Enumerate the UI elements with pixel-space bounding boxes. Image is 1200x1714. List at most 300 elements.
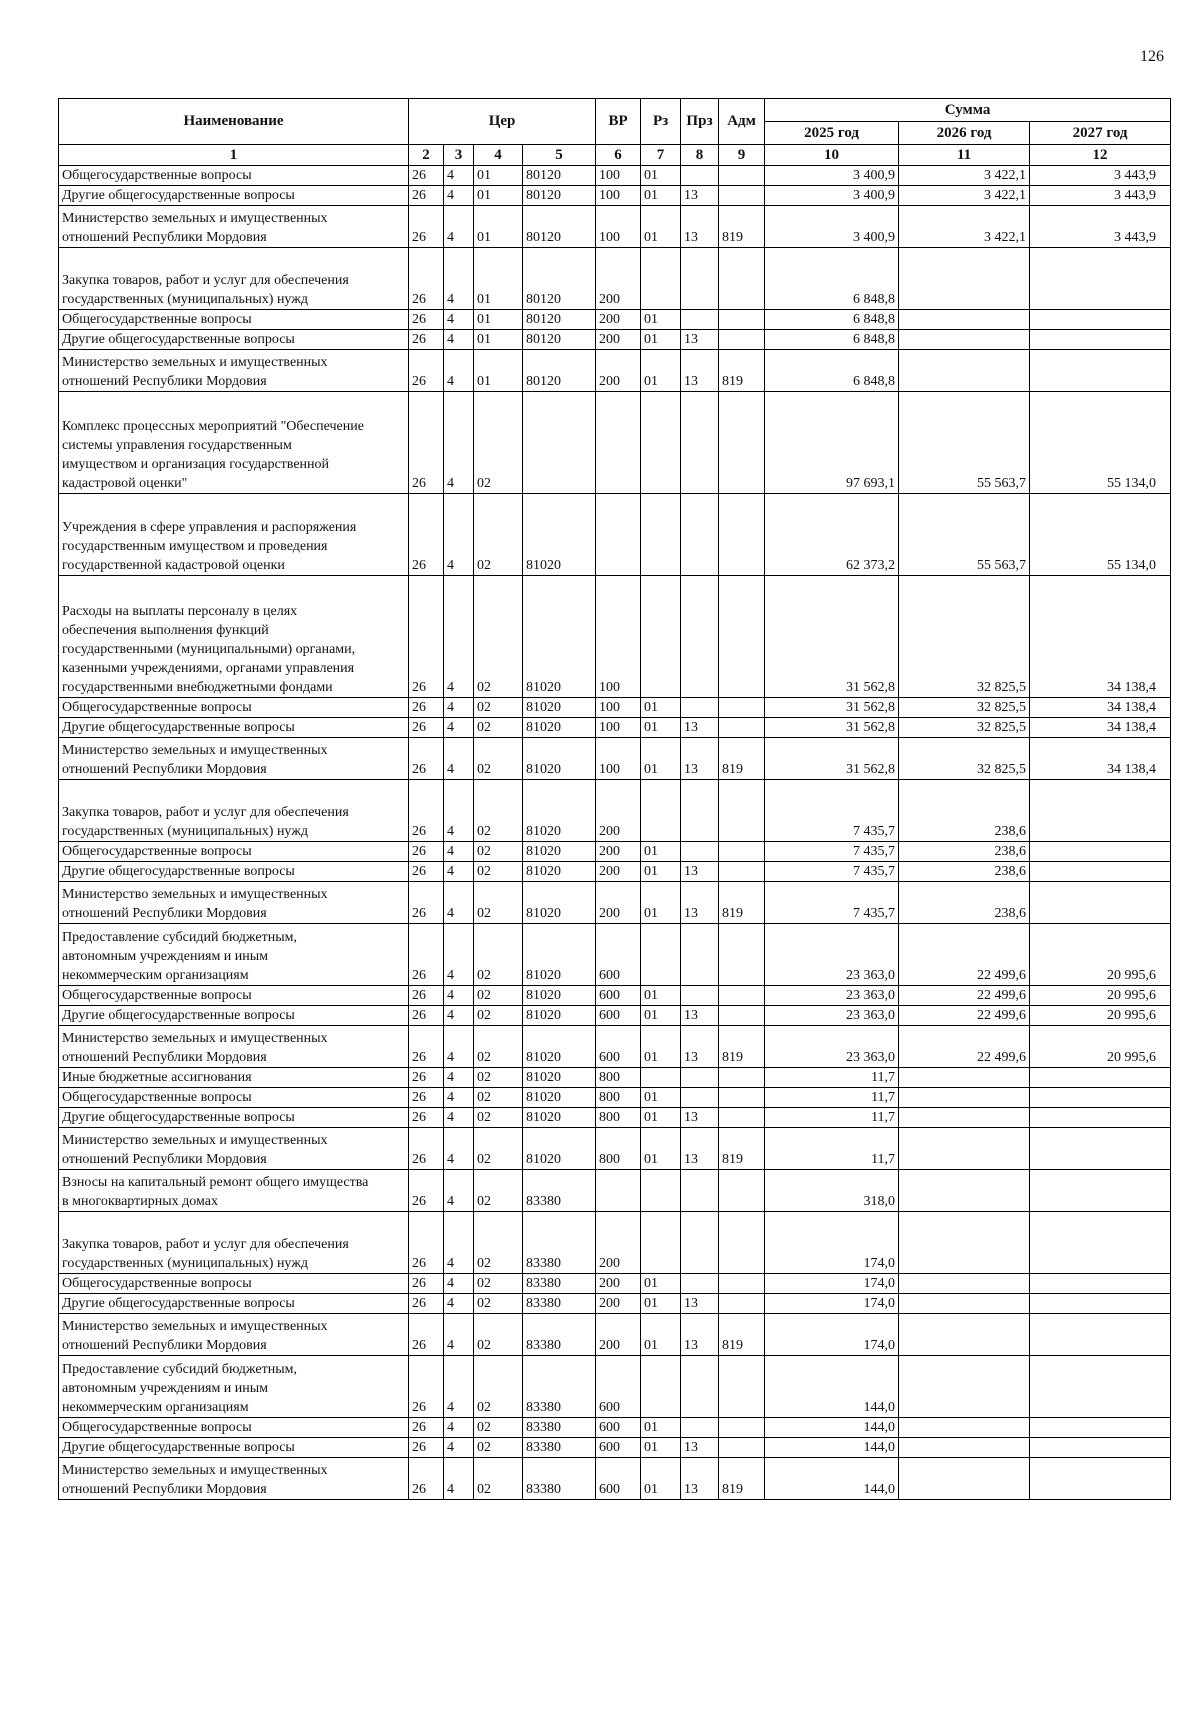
tsr-code-1: 26 <box>409 1438 444 1458</box>
header-row-1 <box>59 99 1171 122</box>
tsr-code-4: 81020 <box>523 1108 596 1128</box>
adm-code <box>719 166 765 186</box>
adm-code <box>719 1068 765 1088</box>
tsr-code-4: 81020 <box>523 1068 596 1088</box>
sum-2027: 20 995,6 <box>1030 1006 1171 1026</box>
adm-code <box>719 310 765 330</box>
column-index: 7 <box>641 145 681 166</box>
table-row <box>59 1294 1171 1314</box>
sum-2026: 3 422,1 <box>899 166 1030 186</box>
tsr-code-2: 4 <box>444 986 474 1006</box>
tsr-code-2: 4 <box>444 166 474 186</box>
sum-2025: 144,0 <box>765 1438 899 1458</box>
table-row <box>59 842 1171 862</box>
table-row <box>59 780 1171 842</box>
table-row <box>59 392 1171 494</box>
sum-2025: 144,0 <box>765 1458 899 1500</box>
table-row <box>59 1438 1171 1458</box>
tsr-code-2: 4 <box>444 1212 474 1274</box>
table-row <box>59 1356 1171 1418</box>
vr-code: 200 <box>596 310 641 330</box>
tsr-code-4: 83380 <box>523 1170 596 1212</box>
prz-code: 13 <box>681 738 719 780</box>
tsr-code-3: 02 <box>474 1108 523 1128</box>
tsr-code-2: 4 <box>444 1128 474 1170</box>
adm-code: 819 <box>719 738 765 780</box>
prz-code: 13 <box>681 330 719 350</box>
sum-2027 <box>1030 780 1171 842</box>
prz-code: 13 <box>681 1006 719 1026</box>
row-name: Общегосударственные вопросы <box>59 842 409 862</box>
sum-2025: 6 848,8 <box>765 310 899 330</box>
sum-2027 <box>1030 1314 1171 1356</box>
vr-code: 200 <box>596 1212 641 1274</box>
tsr-code-3: 01 <box>474 330 523 350</box>
sum-2026 <box>899 1068 1030 1088</box>
prz-code <box>681 780 719 842</box>
vr-code: 800 <box>596 1068 641 1088</box>
vr-code: 200 <box>596 1294 641 1314</box>
prz-code: 13 <box>681 1294 719 1314</box>
vr-code: 600 <box>596 1458 641 1500</box>
rz-code: 01 <box>641 1026 681 1068</box>
row-name: Министерство земельных и имущественных отношений Республики Мордовия <box>59 350 409 392</box>
rz-code: 01 <box>641 1108 681 1128</box>
header-sum: Сумма <box>765 99 1171 122</box>
header-prz: Прз <box>681 99 719 145</box>
vr-code: 200 <box>596 330 641 350</box>
sum-2027: 20 995,6 <box>1030 1026 1171 1068</box>
sum-2025: 11,7 <box>765 1088 899 1108</box>
rz-code: 01 <box>641 350 681 392</box>
sum-2025: 23 363,0 <box>765 924 899 986</box>
tsr-code-1: 26 <box>409 1128 444 1170</box>
tsr-code-3: 02 <box>474 1314 523 1356</box>
row-name: Министерство земельных и имущественных отношений Республики Мордовия <box>59 882 409 924</box>
rz-code: 01 <box>641 1294 681 1314</box>
tsr-code-2: 4 <box>444 698 474 718</box>
row-name: Общегосударственные вопросы <box>59 1418 409 1438</box>
sum-2026 <box>899 1212 1030 1274</box>
row-name: Взносы на капитальный ремонт общего имущества в многоквартирных домах <box>59 1170 409 1212</box>
tsr-code-4: 81020 <box>523 718 596 738</box>
vr-code: 100 <box>596 576 641 698</box>
tsr-code-4: 83380 <box>523 1458 596 1500</box>
vr-code: 100 <box>596 738 641 780</box>
table-row <box>59 1170 1171 1212</box>
sum-2027 <box>1030 1294 1171 1314</box>
vr-code: 200 <box>596 350 641 392</box>
tsr-code-1: 26 <box>409 494 444 576</box>
prz-code <box>681 1356 719 1418</box>
tsr-code-4: 81020 <box>523 576 596 698</box>
tsr-code-3: 01 <box>474 310 523 330</box>
vr-code: 600 <box>596 986 641 1006</box>
sum-2025: 11,7 <box>765 1108 899 1128</box>
vr-code <box>596 1170 641 1212</box>
adm-code <box>719 986 765 1006</box>
tsr-code-2: 4 <box>444 330 474 350</box>
tsr-code-4: 81020 <box>523 986 596 1006</box>
adm-code: 819 <box>719 1458 765 1500</box>
sum-2027 <box>1030 1418 1171 1438</box>
row-name: Министерство земельных и имущественных отношений Республики Мордовия <box>59 1026 409 1068</box>
tsr-code-3: 02 <box>474 1128 523 1170</box>
tsr-code-4 <box>523 392 596 494</box>
rz-code: 01 <box>641 330 681 350</box>
tsr-code-3: 02 <box>474 1006 523 1026</box>
prz-code <box>681 986 719 1006</box>
prz-code: 13 <box>681 718 719 738</box>
sum-2026 <box>899 1088 1030 1108</box>
table-row <box>59 924 1171 986</box>
row-name: Министерство земельных и имущественных отношений Республики Мордовия <box>59 1314 409 1356</box>
adm-code <box>719 392 765 494</box>
column-index: 2 <box>409 145 444 166</box>
tsr-code-2: 4 <box>444 1170 474 1212</box>
row-name: Общегосударственные вопросы <box>59 1088 409 1108</box>
row-name: Учреждения в сфере управления и распоряжения государственным имуществом и проведения государственной кадастровой оценки <box>59 494 409 576</box>
sum-2025: 174,0 <box>765 1314 899 1356</box>
sum-2025: 11,7 <box>765 1068 899 1088</box>
table-row <box>59 986 1171 1006</box>
row-name: Другие общегосударственные вопросы <box>59 1438 409 1458</box>
tsr-code-1: 26 <box>409 986 444 1006</box>
row-name: Министерство земельных и имущественных отношений Республики Мордовия <box>59 738 409 780</box>
rz-code: 01 <box>641 206 681 248</box>
tsr-code-2: 4 <box>444 738 474 780</box>
row-name: Министерство земельных и имущественных отношений Республики Мордовия <box>59 1128 409 1170</box>
adm-code: 819 <box>719 206 765 248</box>
tsr-code-1: 26 <box>409 1212 444 1274</box>
tsr-code-4: 83380 <box>523 1418 596 1438</box>
column-index: 8 <box>681 145 719 166</box>
sum-2026: 238,6 <box>899 842 1030 862</box>
adm-code <box>719 862 765 882</box>
table-row <box>59 166 1171 186</box>
tsr-code-1: 26 <box>409 330 444 350</box>
tsr-code-1: 26 <box>409 738 444 780</box>
sum-2026: 32 825,5 <box>899 718 1030 738</box>
table-row <box>59 186 1171 206</box>
rz-code <box>641 1212 681 1274</box>
adm-code <box>719 576 765 698</box>
sum-2027: 55 134,0 <box>1030 494 1171 576</box>
tsr-code-2: 4 <box>444 392 474 494</box>
adm-code <box>719 1274 765 1294</box>
sum-2025: 31 562,8 <box>765 698 899 718</box>
tsr-code-1: 26 <box>409 350 444 392</box>
sum-2025: 6 848,8 <box>765 248 899 310</box>
adm-code <box>719 1438 765 1458</box>
tsr-code-4: 81020 <box>523 1128 596 1170</box>
rz-code: 01 <box>641 718 681 738</box>
tsr-code-3: 02 <box>474 392 523 494</box>
vr-code: 600 <box>596 1006 641 1026</box>
tsr-code-3: 02 <box>474 1356 523 1418</box>
tsr-code-3: 01 <box>474 206 523 248</box>
column-index: 3 <box>444 145 474 166</box>
rz-code: 01 <box>641 1458 681 1500</box>
adm-code: 819 <box>719 882 765 924</box>
table-body <box>59 145 1171 1500</box>
sum-2027: 20 995,6 <box>1030 986 1171 1006</box>
tsr-code-4: 81020 <box>523 924 596 986</box>
vr-code: 600 <box>596 1026 641 1068</box>
tsr-code-3: 02 <box>474 882 523 924</box>
table-row <box>59 1128 1171 1170</box>
tsr-code-3: 02 <box>474 494 523 576</box>
row-name: Другие общегосударственные вопросы <box>59 186 409 206</box>
row-name: Другие общегосударственные вопросы <box>59 862 409 882</box>
row-name: Министерство земельных и имущественных отношений Республики Мордовия <box>59 1458 409 1500</box>
tsr-code-3: 01 <box>474 186 523 206</box>
vr-code: 200 <box>596 780 641 842</box>
sum-2027 <box>1030 1068 1171 1088</box>
vr-code: 200 <box>596 882 641 924</box>
prz-code: 13 <box>681 186 719 206</box>
table-row <box>59 738 1171 780</box>
tsr-code-2: 4 <box>444 1006 474 1026</box>
rz-code <box>641 1356 681 1418</box>
sum-2027: 34 138,4 <box>1030 738 1171 780</box>
budget-table <box>58 98 1171 1500</box>
tsr-code-3: 02 <box>474 862 523 882</box>
adm-code <box>719 1170 765 1212</box>
rz-code: 01 <box>641 1418 681 1438</box>
rz-code: 01 <box>641 862 681 882</box>
tsr-code-4: 80120 <box>523 350 596 392</box>
tsr-code-2: 4 <box>444 1088 474 1108</box>
tsr-code-1: 26 <box>409 780 444 842</box>
tsr-code-3: 02 <box>474 1418 523 1438</box>
table-row <box>59 576 1171 698</box>
row-name: Иные бюджетные ассигнования <box>59 1068 409 1088</box>
rz-code <box>641 392 681 494</box>
tsr-code-2: 4 <box>444 350 474 392</box>
sum-2027 <box>1030 862 1171 882</box>
tsr-code-1: 26 <box>409 392 444 494</box>
tsr-code-1: 26 <box>409 310 444 330</box>
sum-2027: 34 138,4 <box>1030 576 1171 698</box>
rz-code <box>641 494 681 576</box>
sum-2027 <box>1030 310 1171 330</box>
tsr-code-1: 26 <box>409 248 444 310</box>
vr-code: 800 <box>596 1128 641 1170</box>
row-name: Закупка товаров, работ и услуг для обеспечения государственных (муниципальных) нужд <box>59 248 409 310</box>
sum-2027 <box>1030 1458 1171 1500</box>
column-index: 5 <box>523 145 596 166</box>
prz-code: 13 <box>681 882 719 924</box>
table-row <box>59 698 1171 718</box>
sum-2026 <box>899 310 1030 330</box>
prz-code <box>681 166 719 186</box>
vr-code: 800 <box>596 1088 641 1108</box>
tsr-code-1: 26 <box>409 1274 444 1294</box>
tsr-code-1: 26 <box>409 882 444 924</box>
sum-2027 <box>1030 882 1171 924</box>
vr-code: 600 <box>596 1438 641 1458</box>
sum-2026: 55 563,7 <box>899 392 1030 494</box>
prz-code: 13 <box>681 1458 719 1500</box>
vr-code: 200 <box>596 1274 641 1294</box>
tsr-code-3: 02 <box>474 1026 523 1068</box>
tsr-code-2: 4 <box>444 576 474 698</box>
tsr-code-1: 26 <box>409 698 444 718</box>
adm-code: 819 <box>719 1314 765 1356</box>
adm-code <box>719 1108 765 1128</box>
prz-code: 13 <box>681 1314 719 1356</box>
table-row <box>59 882 1171 924</box>
row-name: Общегосударственные вопросы <box>59 1274 409 1294</box>
vr-code: 800 <box>596 1108 641 1128</box>
sum-2025: 7 435,7 <box>765 882 899 924</box>
tsr-code-2: 4 <box>444 1356 474 1418</box>
tsr-code-4: 81020 <box>523 698 596 718</box>
sum-2026 <box>899 1356 1030 1418</box>
sum-2027 <box>1030 248 1171 310</box>
table-row <box>59 350 1171 392</box>
tsr-code-4: 81020 <box>523 842 596 862</box>
sum-2025: 318,0 <box>765 1170 899 1212</box>
sum-2027 <box>1030 1088 1171 1108</box>
tsr-code-3: 02 <box>474 1170 523 1212</box>
sum-2025: 3 400,9 <box>765 206 899 248</box>
sum-2026: 22 499,6 <box>899 986 1030 1006</box>
rz-code: 01 <box>641 882 681 924</box>
vr-code: 100 <box>596 166 641 186</box>
tsr-code-1: 26 <box>409 1418 444 1438</box>
prz-code <box>681 1088 719 1108</box>
rz-code: 01 <box>641 842 681 862</box>
sum-2025: 7 435,7 <box>765 862 899 882</box>
adm-code <box>719 494 765 576</box>
tsr-code-2: 4 <box>444 842 474 862</box>
sum-2025: 174,0 <box>765 1274 899 1294</box>
tsr-code-2: 4 <box>444 248 474 310</box>
header-year-2027: 2027 год <box>1030 122 1171 145</box>
tsr-code-2: 4 <box>444 310 474 330</box>
prz-code <box>681 310 719 330</box>
tsr-code-1: 26 <box>409 842 444 862</box>
tsr-code-2: 4 <box>444 718 474 738</box>
sum-2026 <box>899 1274 1030 1294</box>
adm-code <box>719 186 765 206</box>
tsr-code-4: 83380 <box>523 1438 596 1458</box>
tsr-code-4: 80120 <box>523 206 596 248</box>
tsr-code-3: 02 <box>474 842 523 862</box>
sum-2027: 20 995,6 <box>1030 924 1171 986</box>
sum-2025: 62 373,2 <box>765 494 899 576</box>
sum-2026: 238,6 <box>899 862 1030 882</box>
prz-code: 13 <box>681 862 719 882</box>
adm-code <box>719 1356 765 1418</box>
table-row <box>59 1274 1171 1294</box>
sum-2026: 238,6 <box>899 882 1030 924</box>
rz-code <box>641 780 681 842</box>
prz-code: 13 <box>681 1438 719 1458</box>
rz-code: 01 <box>641 1006 681 1026</box>
sum-2025: 31 562,8 <box>765 576 899 698</box>
tsr-code-4: 83380 <box>523 1294 596 1314</box>
sum-2027: 34 138,4 <box>1030 698 1171 718</box>
tsr-code-1: 26 <box>409 924 444 986</box>
column-index: 9 <box>719 145 765 166</box>
sum-2026: 3 422,1 <box>899 186 1030 206</box>
prz-code: 13 <box>681 1108 719 1128</box>
vr-code: 100 <box>596 718 641 738</box>
sum-2025: 6 848,8 <box>765 350 899 392</box>
row-name: Расходы на выплаты персоналу в целях обеспечения выполнения функций государственными (муниципальными) органами, казенными учреждениями, органами управления государственными внебюджетными фондами <box>59 576 409 698</box>
tsr-code-4: 80120 <box>523 330 596 350</box>
tsr-code-2: 4 <box>444 1418 474 1438</box>
sum-2025: 3 400,9 <box>765 186 899 206</box>
vr-code: 100 <box>596 186 641 206</box>
tsr-code-3: 02 <box>474 1458 523 1500</box>
tsr-code-1: 26 <box>409 186 444 206</box>
row-name: Общегосударственные вопросы <box>59 310 409 330</box>
table-row <box>59 1418 1171 1438</box>
sum-2025: 23 363,0 <box>765 986 899 1006</box>
row-name: Предоставление субсидий бюджетным, автономным учреждениям и иным некоммерческим организациям <box>59 924 409 986</box>
tsr-code-3: 02 <box>474 738 523 780</box>
tsr-code-4: 83380 <box>523 1274 596 1294</box>
sum-2025: 174,0 <box>765 1212 899 1274</box>
column-index: 10 <box>765 145 899 166</box>
sum-2026: 32 825,5 <box>899 738 1030 780</box>
sum-2025: 7 435,7 <box>765 780 899 842</box>
adm-code <box>719 842 765 862</box>
tsr-code-4: 81020 <box>523 1088 596 1108</box>
tsr-code-3: 02 <box>474 1212 523 1274</box>
tsr-code-4: 80120 <box>523 310 596 330</box>
tsr-code-1: 26 <box>409 1170 444 1212</box>
row-name: Общегосударственные вопросы <box>59 698 409 718</box>
table-row <box>59 1068 1171 1088</box>
sum-2026: 32 825,5 <box>899 698 1030 718</box>
adm-code <box>719 1212 765 1274</box>
tsr-code-2: 4 <box>444 862 474 882</box>
sum-2025: 23 363,0 <box>765 1006 899 1026</box>
rz-code: 01 <box>641 1088 681 1108</box>
vr-code: 100 <box>596 698 641 718</box>
prz-code <box>681 1170 719 1212</box>
sum-2025: 31 562,8 <box>765 738 899 780</box>
rz-code: 01 <box>641 310 681 330</box>
adm-code <box>719 780 765 842</box>
sum-2027 <box>1030 1108 1171 1128</box>
adm-code <box>719 1006 765 1026</box>
prz-code: 13 <box>681 350 719 392</box>
tsr-code-2: 4 <box>444 1294 474 1314</box>
vr-code: 200 <box>596 862 641 882</box>
tsr-code-3: 02 <box>474 780 523 842</box>
prz-code <box>681 698 719 718</box>
tsr-code-1: 26 <box>409 1068 444 1088</box>
tsr-code-1: 26 <box>409 1356 444 1418</box>
table-row <box>59 1026 1171 1068</box>
rz-code: 01 <box>641 1128 681 1170</box>
sum-2025: 31 562,8 <box>765 718 899 738</box>
rz-code: 01 <box>641 1438 681 1458</box>
rz-code: 01 <box>641 1314 681 1356</box>
tsr-code-4: 81020 <box>523 494 596 576</box>
sum-2027 <box>1030 1438 1171 1458</box>
tsr-code-4: 81020 <box>523 1026 596 1068</box>
sum-2027: 3 443,9 <box>1030 206 1171 248</box>
header-adm: Адм <box>719 99 765 145</box>
header-vr: ВР <box>596 99 641 145</box>
